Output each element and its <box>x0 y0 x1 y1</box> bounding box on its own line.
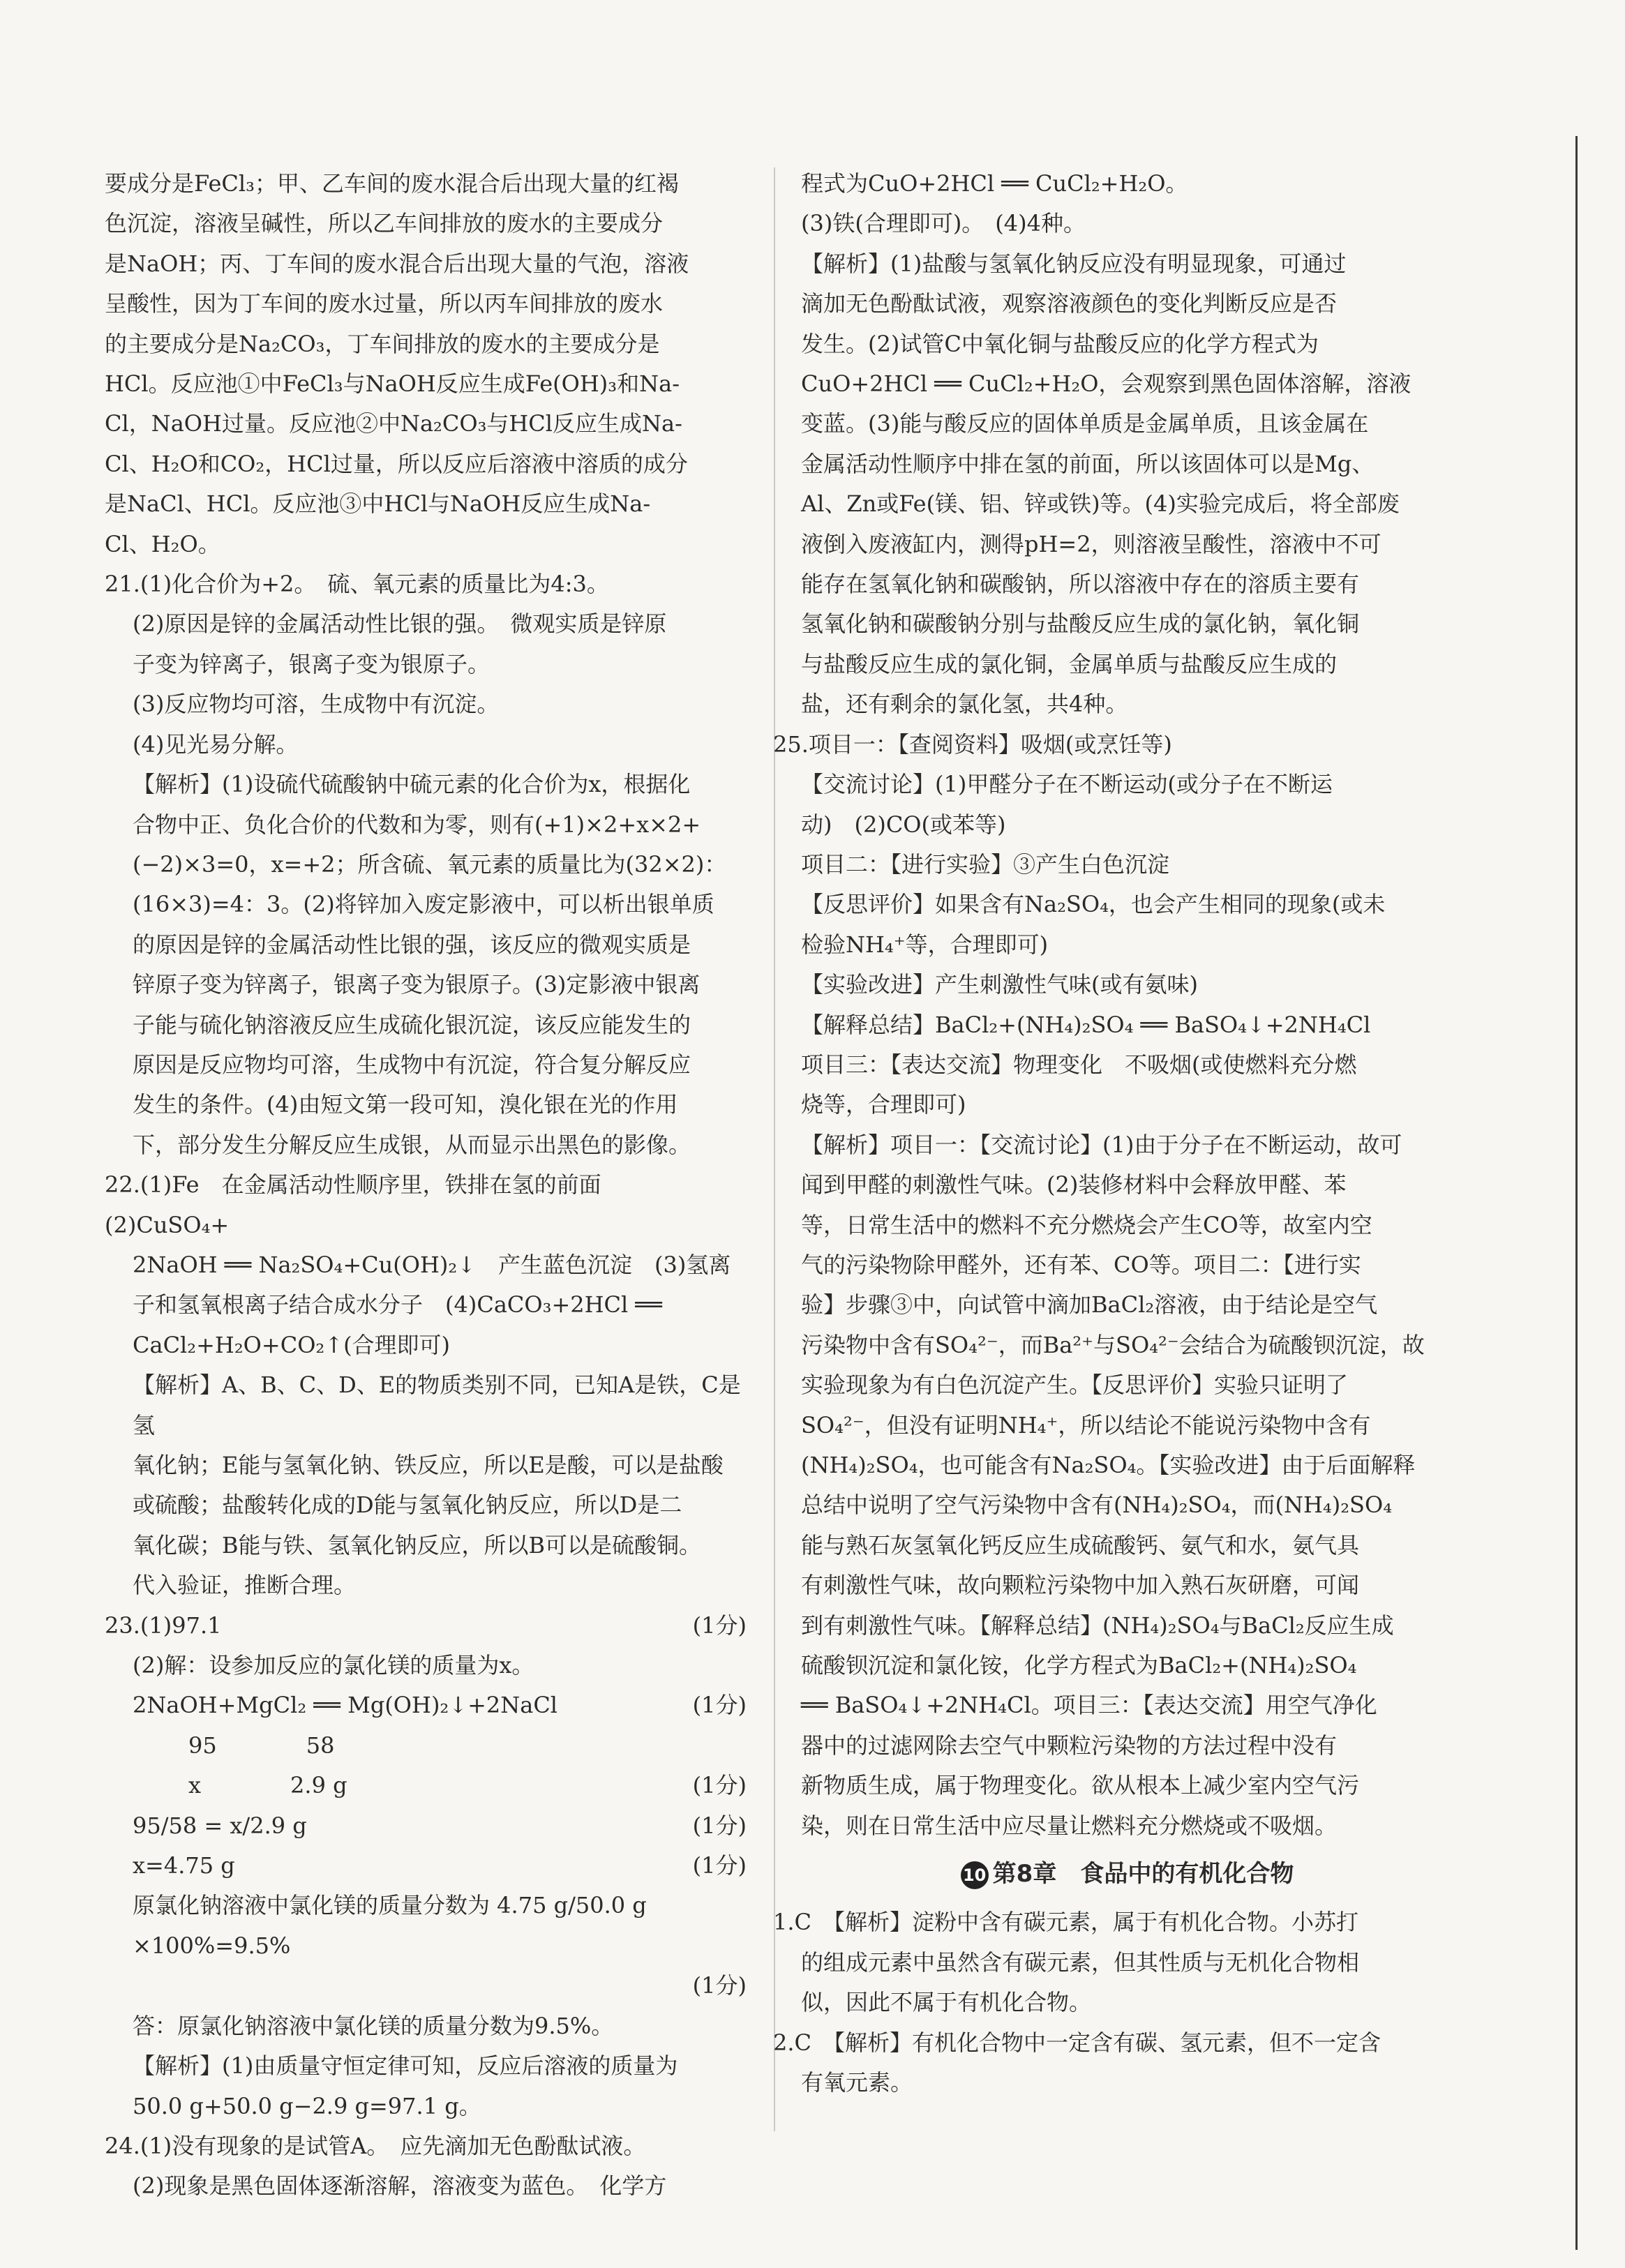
text-line: Cl，NaOH过量。反应池②中Na₂CO₃与HCl反应生成Na- <box>105 410 682 437</box>
text-line: 项目三：【表达交流】物理变化 不吸烟(或使燃料充分燃 <box>801 1051 1357 1078</box>
left-column <box>105 164 747 2207</box>
text-line: 检验NH₄⁺等，合理即可) <box>801 931 1049 958</box>
text-line: 代入验证，推断合理。 <box>133 1572 357 1599</box>
score-label: (1分) <box>692 1692 747 1719</box>
text-line: CuO+2HCl ══ CuCl₂+H₂O，会观察到黑色固体溶解，溶液 <box>801 370 1411 398</box>
right-column <box>773 164 1453 2103</box>
text-line: ══ BaSO₄↓+2NH₄Cl。项目三：【表达交流】用空气净化 <box>801 1692 1377 1719</box>
text-line: 是NaCl、HCl。反应池③中HCl与NaOH反应生成Na- <box>105 490 651 518</box>
text-line: 实验现象为有白色沉淀产生。【反思评价】实验只证明了 <box>801 1372 1349 1399</box>
text-line: 似，因此不属于有机化合物。 <box>801 1989 1092 2016</box>
text-line: HCl。反应池①中FeCl₃与NaOH反应生成Fe(OH)₃和Na- <box>105 370 680 398</box>
text-line: 验】步骤③中，向试管中滴加BaCl₂溶液，由于结论是空气 <box>801 1291 1378 1319</box>
text-line: (−2)×3=0，x=+2；所含硫、氧元素的质量比为(32×2)： <box>133 850 727 878</box>
text-line: 2NaOH ══ Na₂SO₄+Cu(OH)₂↓ 产生蓝色沉淀 (3)氢离 <box>133 1251 731 1278</box>
text-line: 色沉淀，溶液呈碱性，所以乙车间排放的废水的主要成分 <box>105 210 664 237</box>
question-23 <box>105 1606 747 1646</box>
answer-line: 答：原氯化钠溶液中氯化镁的质量分数为9.5%。 <box>133 2012 614 2039</box>
text-line: 烧等，合理即可) <box>801 1091 966 1118</box>
score-label: (1分) <box>692 1812 747 1839</box>
text-line: 【交流讨论】(1)甲醛分子在不断运动(或分子在不断运 <box>801 771 1333 798</box>
score-label: (1分) <box>692 1852 747 1879</box>
text-line: Al、Zn或Fe(镁、铝、锌或铁)等。(4)实验完成后，将全部废 <box>801 490 1400 518</box>
text-line: 要成分是FeCl₃；甲、乙车间的废水混合后出现大量的红褐 <box>105 170 679 197</box>
text-line: (4)见光易分解。 <box>133 730 299 758</box>
text-line: 原因是反应物均可溶，生成物中有沉淀，符合复分解反应 <box>133 1051 691 1078</box>
score-label: (1分) <box>692 1772 747 1799</box>
text-line: 合物中正、负化合价的代数和为零，则有(+1)×2+x×2+ <box>133 811 701 838</box>
analysis-line: 【解析】A、B、C、D、E的物质类别不同，已知A是铁，C是氢 <box>133 1372 741 1439</box>
text-line: 子和氢氧根离子结合成水分子 (4)CaCO₃+2HCl ══ <box>133 1291 662 1319</box>
text-line: 器中的过滤网除去空气中颗粒污染物的方法过程中没有 <box>801 1732 1338 1759</box>
text-line: 原氯化钠溶液中氯化镁的质量分数为 4.75 g/50.0 g ×100%=9.5% <box>133 1892 647 1959</box>
text-line: 滴加无色酚酞试液，观察溶液颜色的变化判断反应是否 <box>801 290 1338 317</box>
text-line: 动) (2)CO(或苯等) <box>801 811 1006 838</box>
text-line: 子变为锌离子，银离子变为银原子。 <box>133 650 491 677</box>
text-line: (NH₄)₂SO₄，也可能含有Na₂SO₄。【实验改进】由于后面解释 <box>801 1452 1416 1478</box>
text: 95/58 = x/2.9 g <box>133 1812 307 1839</box>
text-line: 总结中说明了空气污染物中含有(NH₄)₂SO₄，而(NH₄)₂SO₄ <box>801 1492 1393 1519</box>
text-line <box>105 1766 747 1805</box>
text-line: 子能与硫化钠溶液反应生成硫化银沉淀，该反应能发生的 <box>133 1011 691 1038</box>
text-line: 染，则在日常生活中应尽量让燃料充分燃烧或不吸烟。 <box>801 1812 1338 1839</box>
chapter-heading <box>801 1854 1453 1894</box>
text-line: 发生。(2)试管C中氧化铜与盐酸反应的化学方程式为 <box>801 330 1319 357</box>
text-line: 能与熟石灰氢氧化钙反应生成硫酸钙、氨气和水，氨气具 <box>801 1531 1360 1559</box>
text: x 2.9 g <box>188 1772 347 1799</box>
text-line: (16×3)=4：3。(2)将锌加入废定影液中，可以析出银单质 <box>133 891 714 918</box>
text-line: (2)解：设参加反应的氯化镁的质量为x。 <box>133 1652 534 1679</box>
text-line: (3)反应物均可溶，生成物中有沉淀。 <box>133 691 500 718</box>
text: 23.(1)97.1 <box>105 1612 222 1639</box>
text-line: 50.0 g+50.0 g−2.9 g=97.1 g。 <box>133 2092 481 2119</box>
text-line: 【解释总结】BaCl₂+(NH₄)₂SO₄ ══ BaSO₄↓+2NH₄Cl <box>801 1011 1371 1038</box>
question-22: 22.(1)Fe 在金属活动性顺序里，铁排在氢的前面 (2)CuSO₄+ <box>105 1171 624 1238</box>
text-line: 发生的条件。(4)由短文第一段可知，溴化银在光的作用 <box>133 1091 678 1118</box>
question-1: 1.C 【解析】淀粉中含有碳元素，属于有机化合物。小苏打 <box>773 1909 1359 1936</box>
text-line: 氢氧化钠和碳酸钠分别与盐酸反应生成的氯化钠，氧化铜 <box>801 610 1360 638</box>
text-line: 氧化碳；B能与铁、氢氧化钠反应，所以B可以是硫酸铜。 <box>133 1531 702 1559</box>
text-line: 闻到甲醛的刺激性气味。(2)装修材料中会释放甲醛、苯 <box>801 1171 1347 1199</box>
text-line: 变蓝。(3)能与酸反应的固体单质是金属单质，且该金属在 <box>801 410 1369 437</box>
text-line: 能存在氢氧化钠和碳酸钠，所以溶液中存在的溶质主要有 <box>801 571 1360 598</box>
text-line: 的组成元素中虽然含有碳元素，但其性质与无机化合物相 <box>801 1948 1360 1976</box>
proportion-line <box>105 1806 747 1846</box>
text-line: 氧化钠；E能与氢氧化钠、铁反应，所以E是酸，可以是盐酸 <box>133 1452 724 1478</box>
text-line: 新物质生成，属于物理变化。欲从根本上减少室内空气污 <box>801 1772 1360 1799</box>
text-line: (2)现象是黑色固体逐渐溶解，溶液变为蓝色。 化学方 <box>133 2172 667 2200</box>
text-line: 等，日常生活中的燃料不充分燃烧会产生CO等，故室内空 <box>801 1211 1372 1238</box>
text-line: 程式为CuO+2HCl ══ CuCl₂+H₂O。 <box>801 170 1188 197</box>
chapter-number-badge: 10 <box>961 1861 989 1889</box>
text-line <box>105 1846 747 1886</box>
question-21: 21.(1)化合价为+2。 硫、氧元素的质量比为4:3。 <box>105 571 609 598</box>
text: 2NaOH+MgCl₂ ══ Mg(OH)₂↓+2NaCl <box>133 1692 558 1719</box>
question-25: 25.项目一：【查阅资料】吸烟(或烹饪等) <box>773 730 1172 758</box>
text-line: 液倒入废液缸内，测得pH=2，则溶液呈酸性，溶液中不可 <box>801 530 1381 557</box>
page-edge-mark <box>1575 136 1578 2250</box>
text-line: 95 58 <box>188 1732 335 1759</box>
chapter-title: 第8章 食品中的有机化合物 <box>992 1860 1294 1888</box>
score-label: (1分) <box>692 1972 747 1999</box>
text-line: 的原因是锌的金属活动性比银的强，该反应的微观实质是 <box>133 931 691 958</box>
analysis-line: 【解析】(1)设硫代硫酸钠中硫元素的化合价为x，根据化 <box>133 771 691 798</box>
text-line: 或硫酸；盐酸转化成的D能与氢氧化钠反应，所以D是二 <box>133 1492 682 1519</box>
text-line: 与盐酸反应生成的氯化铜，金属单质与盐酸反应生成的 <box>801 650 1338 677</box>
score-label: (1分) <box>692 1612 747 1639</box>
text-line: 下，部分发生分解反应生成银，从而显示出黑色的影像。 <box>133 1131 691 1158</box>
text-line: 污染物中含有SO₄²⁻，而Ba²⁺与SO₄²⁻会结合为硫酸钡沉淀，故 <box>801 1331 1425 1358</box>
text-line: 到有刺激性气味。【解释总结】(NH₄)₂SO₄与BaCl₂反应生成 <box>801 1612 1394 1639</box>
text-line: (2)原因是锌的金属活动性比银的强。 微观实质是锌原 <box>133 610 667 638</box>
text: x=4.75 g <box>133 1852 235 1879</box>
analysis-line: 【解析】(1)盐酸与氢氧化钠反应没有明显现象，可通过 <box>801 250 1347 277</box>
text-line: 气的污染物除甲醛外，还有苯、CO等。项目二：【进行实 <box>801 1251 1361 1278</box>
text-line: 是NaOH；丙、丁车间的废水混合后出现大量的气泡，溶液 <box>105 250 689 277</box>
column-divider <box>774 167 775 2131</box>
analysis-line: 【解析】(1)由质量守恒定律可知，反应后溶液的质量为 <box>133 2052 678 2080</box>
text-line: 锌原子变为锌离子，银离子变为银原子。(3)定影液中银离 <box>133 971 701 998</box>
text-line: 金属活动性顺序中排在氢的前面，所以该固体可以是Mg、 <box>801 450 1375 477</box>
text-line: 项目二：【进行实验】③产生白色沉淀 <box>801 850 1170 878</box>
text-line: CaCl₂+H₂O+CO₂↑(合理即可) <box>133 1331 451 1358</box>
question-2: 2.C 【解析】有机化合物中一定含有碳、氢元素，但不一定含 <box>773 2029 1381 2056</box>
equation-line <box>105 1685 747 1725</box>
text-line: 有氧元素。 <box>801 2069 913 2096</box>
text-line: SO₄²⁻，但没有证明NH₄⁺，所以结论不能说污染物中含有 <box>801 1411 1371 1439</box>
text-line: 的主要成分是Na₂CO₃，丁车间排放的废水的主要成分是 <box>105 330 660 357</box>
text-line: 呈酸性，因为丁车间的废水过量，所以丙车间排放的废水 <box>105 290 664 317</box>
text-line: 【实验改进】产生刺激性气味(或有氨味) <box>801 971 1198 998</box>
question-24: 24.(1)没有现象的是试管A。 应先滴加无色酚酞试液。 <box>105 2132 646 2159</box>
text-line: 【反思评价】如果含有Na₂SO₄，也会产生相同的现象(或未 <box>801 891 1386 918</box>
text-line: 有刺激性气味，故向颗粒污染物中加入熟石灰研磨，可闻 <box>801 1572 1360 1599</box>
text-line: (3)铁(合理即可)。 (4)4种。 <box>801 210 1086 237</box>
text-line: 硫酸钡沉淀和氯化铵，化学方程式为BaCl₂+(NH₄)₂SO₄ <box>801 1652 1357 1679</box>
text-line: 盐，还有剩余的氯化氢，共4种。 <box>801 691 1128 718</box>
text-line: Cl、H₂O。 <box>105 530 220 557</box>
text-line: Cl、H₂O和CO₂，HCl过量，所以反应后溶液中溶质的成分 <box>105 450 688 477</box>
analysis-line: 【解析】项目一：【交流讨论】(1)由于分子在不断运动，故可 <box>801 1131 1402 1158</box>
